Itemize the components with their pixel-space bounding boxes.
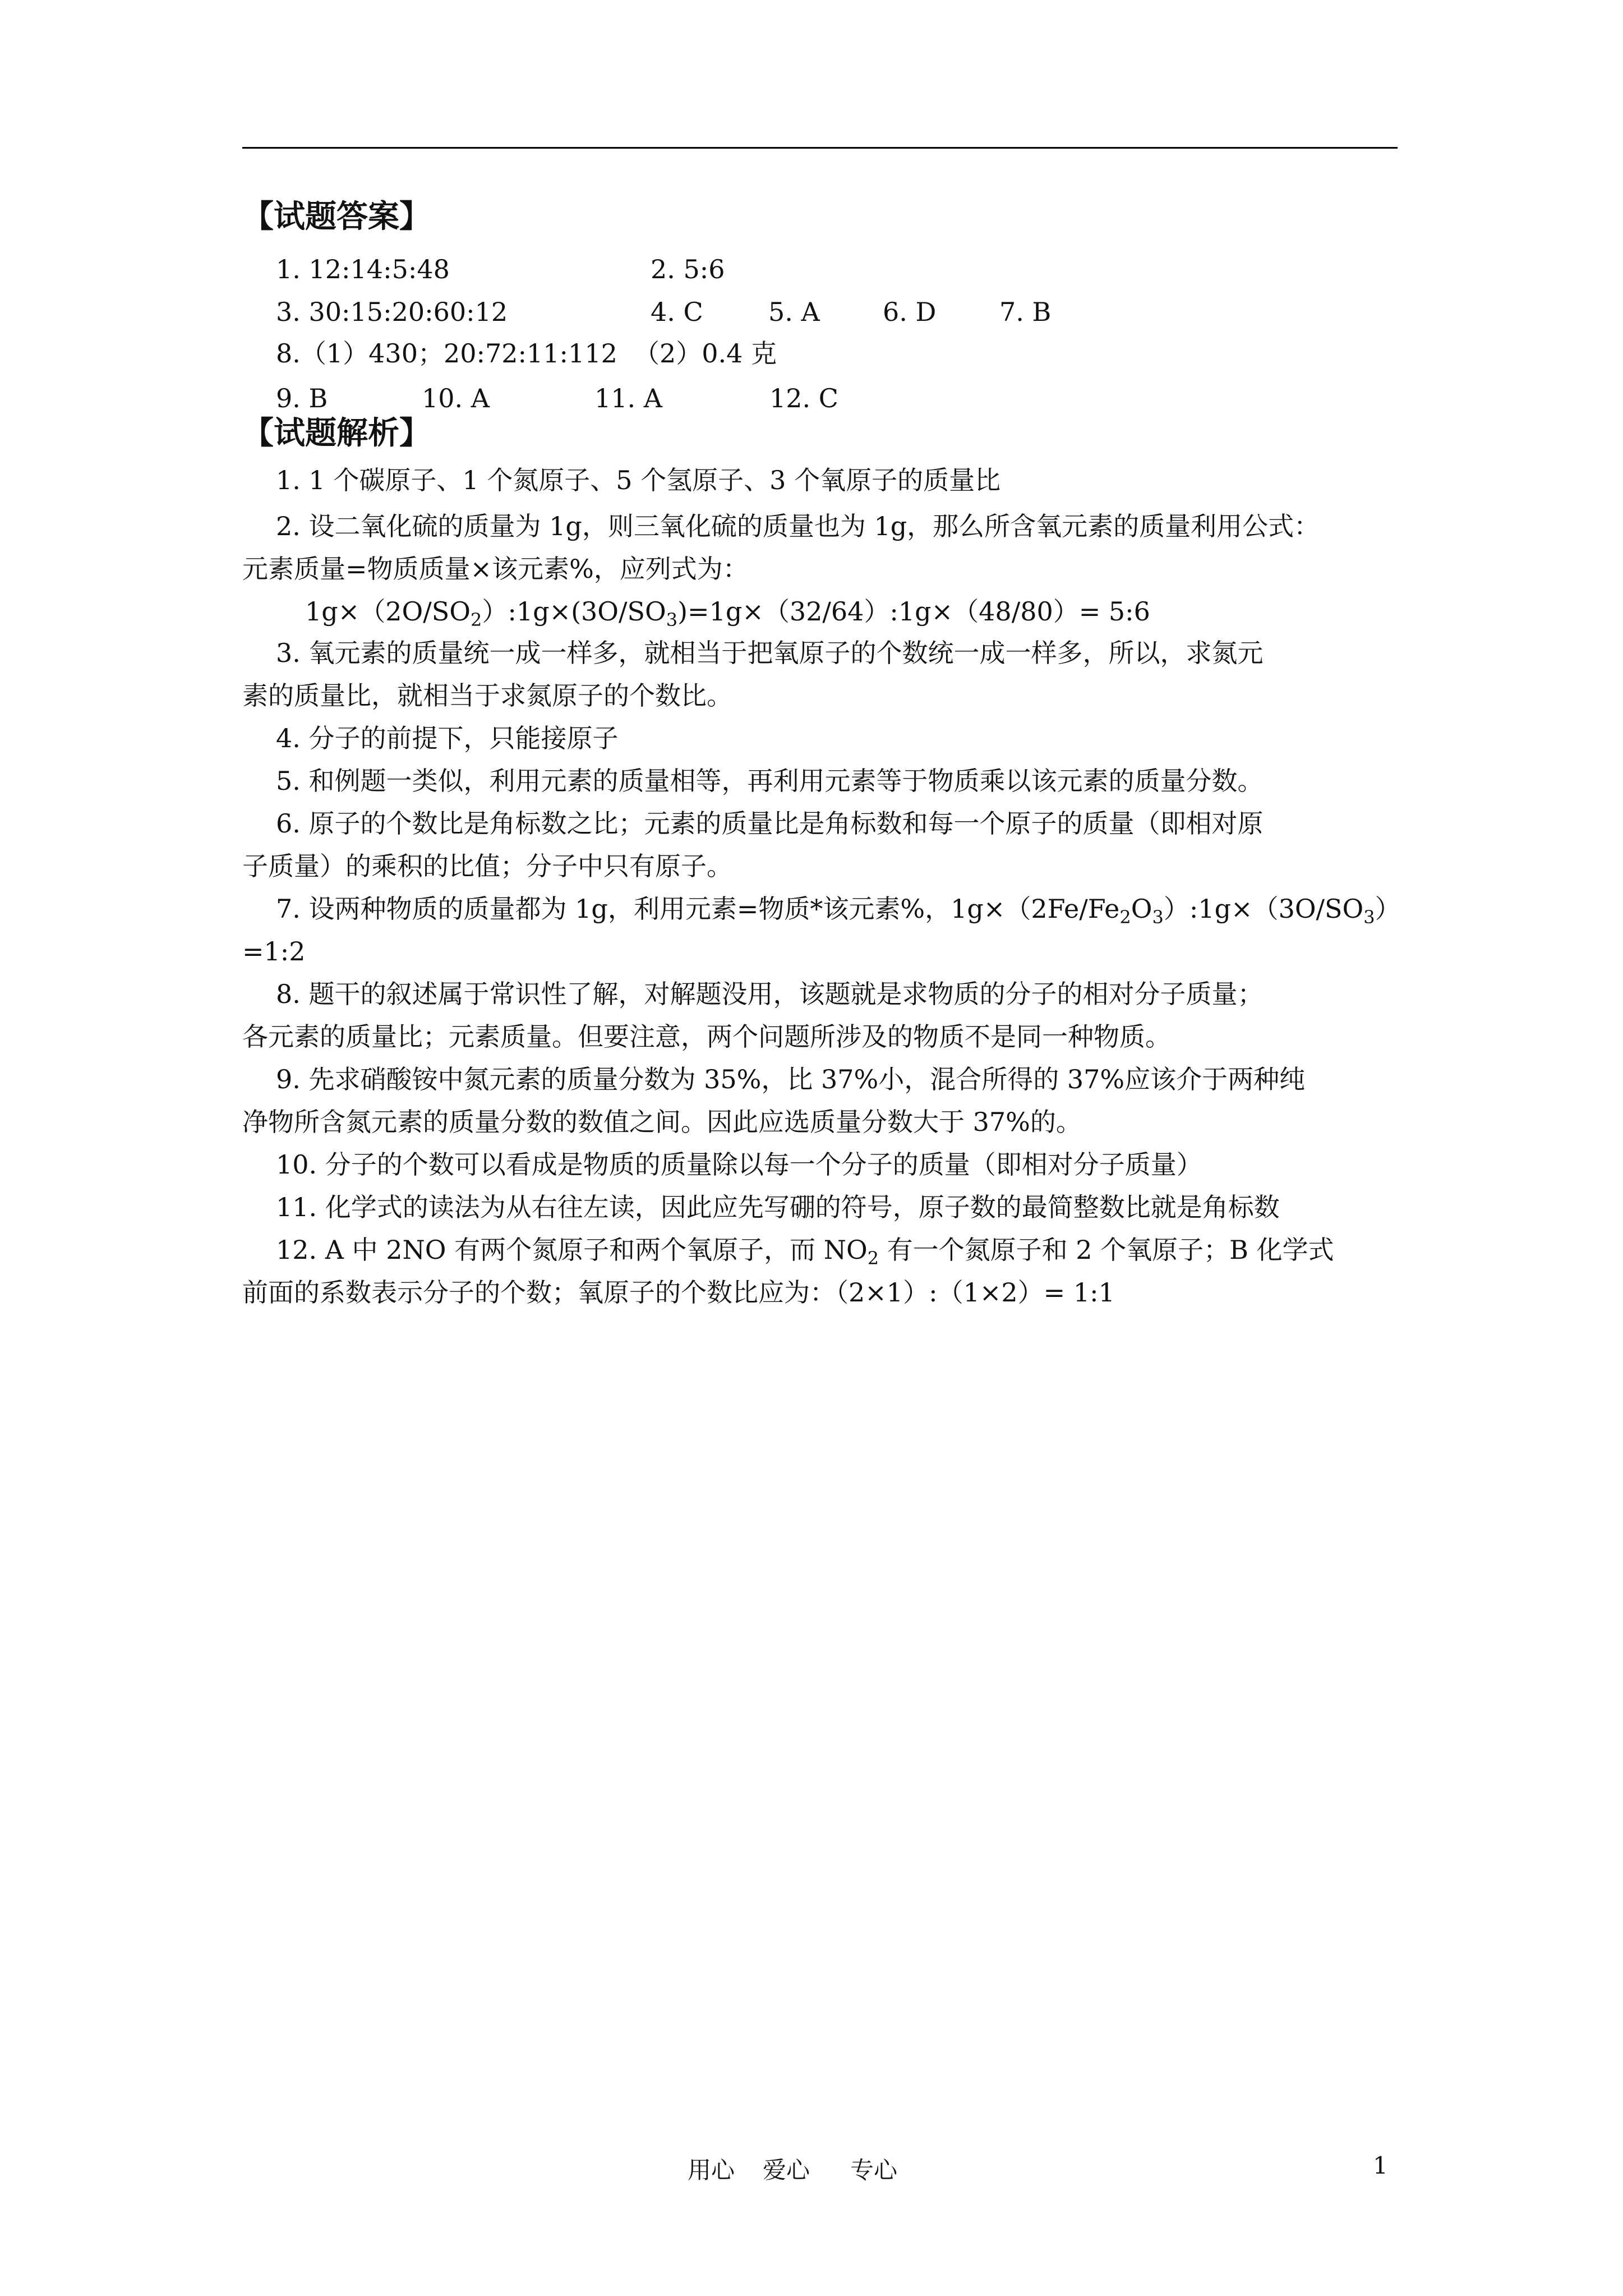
analysis-heading: 【试题解析】 bbox=[242, 415, 431, 452]
answer-6: 6. D bbox=[883, 297, 937, 327]
analysis-line: 前面的系数表示分子的个数；氧原子的个数比应为：（2×1）:（1×2）= 1:1 bbox=[242, 1277, 1115, 1308]
answer-7: 7. B bbox=[999, 297, 1052, 327]
analysis-line: 11. 化学式的读法为从右往左读，因此应先写硼的符号，原子数的最简整数比就是角标数 bbox=[276, 1192, 1280, 1222]
answer-2: 2. 5:6 bbox=[651, 254, 725, 284]
analysis-line: 素的质量比，就相当于求氮原子的个数比。 bbox=[242, 680, 732, 711]
answer-5: 5. A bbox=[768, 297, 820, 327]
answer-8: 8.（1）430；20:72:11:112 bbox=[276, 338, 617, 369]
analysis-line: 元素质量=物质质量×该元素%，应列式为： bbox=[242, 554, 749, 584]
analysis-line: =1:2 bbox=[242, 936, 306, 967]
analysis-line: 各元素的质量比；元素质量。但要注意，两个问题所涉及的物质不是同一种物质。 bbox=[242, 1022, 1171, 1052]
analysis-line: 1. 1 个碳原子、1 个氮原子、5 个氢原子、3 个氧原子的质量比 bbox=[276, 465, 1001, 495]
analysis-formula-line: $1g\times(2O/SO_2):1g\times(3O/SO_3)=1g\times(32/64):1g\times(48/80)=$ 5:6 bbox=[305, 596, 1150, 631]
analysis-line: 10. 分子的个数可以看成是物质的质量除以每一个分子的质量（即相对分子质量） bbox=[276, 1149, 1202, 1180]
analysis-line: 子质量）的乘积的比值；分子中只有原子。 bbox=[242, 851, 732, 881]
analysis-line: 5. 和例题一类似，利用元素的质量相等，再利用元素等于物质乘以该元素的质量分数。 bbox=[276, 766, 1264, 796]
analysis-line: 6. 原子的个数比是角标数之比；元素的质量比是角标数和每一个原子的质量（即相对原 bbox=[276, 808, 1264, 839]
footer-slogan-2: 爱心 bbox=[763, 2156, 810, 2184]
answers-heading: 【试题答案】 bbox=[242, 198, 431, 235]
answer-3: 3. 30:15:20:60:12 bbox=[276, 297, 508, 327]
answer-12: 12. C bbox=[769, 383, 838, 413]
answer-8-part2: （2）0.4 克 bbox=[634, 338, 777, 369]
analysis-line: 9. 先求硝酸铵中氮元素的质量分数为 35%，比 37%小，混合所得的 37%应该介于两种纯 bbox=[276, 1064, 1306, 1094]
answer-9: 9. B bbox=[276, 383, 328, 413]
analysis-formula-line: 12. A 中 2NO 有两个氮原子和两个氧原子，而 $NO_2$ 有一个氮原子和 2 个氧原子；B 化学式 bbox=[276, 1235, 1334, 1269]
answer-10: 10. A bbox=[422, 383, 490, 413]
analysis-line: 2. 设二氧化硫的质量为 1g，则三氧化硫的质量也为 1g，那么所含氧元素的质量利用公式： bbox=[276, 511, 1320, 541]
header-rule bbox=[242, 147, 1398, 149]
answer-4: 4. C bbox=[651, 297, 703, 327]
analysis-formula-line: 7. 设两种物质的质量都为 1g，利用元素=物质*该元素%，$1g\times(2Fe/Fe_2O_3):1g\times(3O/SO_3)$ bbox=[276, 894, 1401, 928]
footer-slogan-1: 用心 bbox=[688, 2156, 735, 2184]
analysis-line: 3. 氧元素的质量统一成一样多，就相当于把氧原子的个数统一成一样多，所以，求氮元 bbox=[276, 638, 1264, 668]
footer-slogan-3: 专心 bbox=[850, 2156, 898, 2184]
analysis-line: 4. 分子的前提下，只能接原子 bbox=[276, 723, 619, 753]
answer-1: 1. 12:14:5:48 bbox=[276, 254, 450, 284]
page-number: 1 bbox=[1373, 2152, 1388, 2179]
analysis-line: 净物所含氮元素的质量分数的数值之间。因此应选质量分数大于 37%的。 bbox=[242, 1107, 1082, 1137]
analysis-line: 8. 题干的叙述属于常识性了解，对解题没用，该题就是求物质的分子的相对分子质量； bbox=[276, 979, 1264, 1009]
answer-11: 11. A bbox=[594, 383, 662, 413]
